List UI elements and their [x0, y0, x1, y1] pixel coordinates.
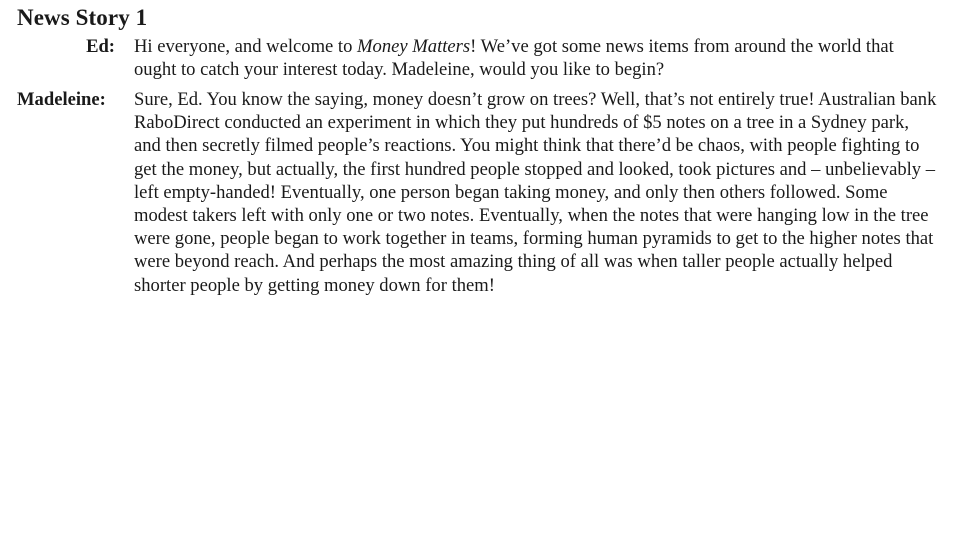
story-heading: News Story 1	[17, 5, 148, 30]
utterance-ed	[134, 35, 940, 81]
utterance-madeleine: Sure, Ed. You know the saying, money doesn’t grow on trees? Well, that’s not entirely true! Australian bank RaboDirect conducted an experiment in which they put hundreds of $5 notes on a tree in a Sydney park, and then secretly filmed people’s reactions. You might think that there’d be chaos, with people fighting to get the money, but actually, the first hundred people stopped and looked, took pictures and – unbelievably – left empty-handed! Eventually, one person began taking money, and only then others followed. Some modest takers left with only one or two notes. Eventually, when the notes that were hanging low in the tree were gone, people began to work together in teams, forming human pyramids to get to the higher notes that were beyond reach. And perhaps the most amazing thing of all was when taller people actually helped shorter people by getting money down for them!	[134, 89, 937, 296]
speaker-label-ed: Ed:	[86, 36, 115, 57]
speaker-label-madeleine: Madeleine:	[17, 89, 106, 110]
utterance-ed-rest: ! We’ve got some news items from around the world that ought to catch your interest today. Madeleine, would you like to begin?	[134, 36, 894, 81]
show-name: Money Matters	[357, 36, 471, 57]
utterance-ed-intro: Hi everyone, and welcome to	[134, 36, 358, 57]
